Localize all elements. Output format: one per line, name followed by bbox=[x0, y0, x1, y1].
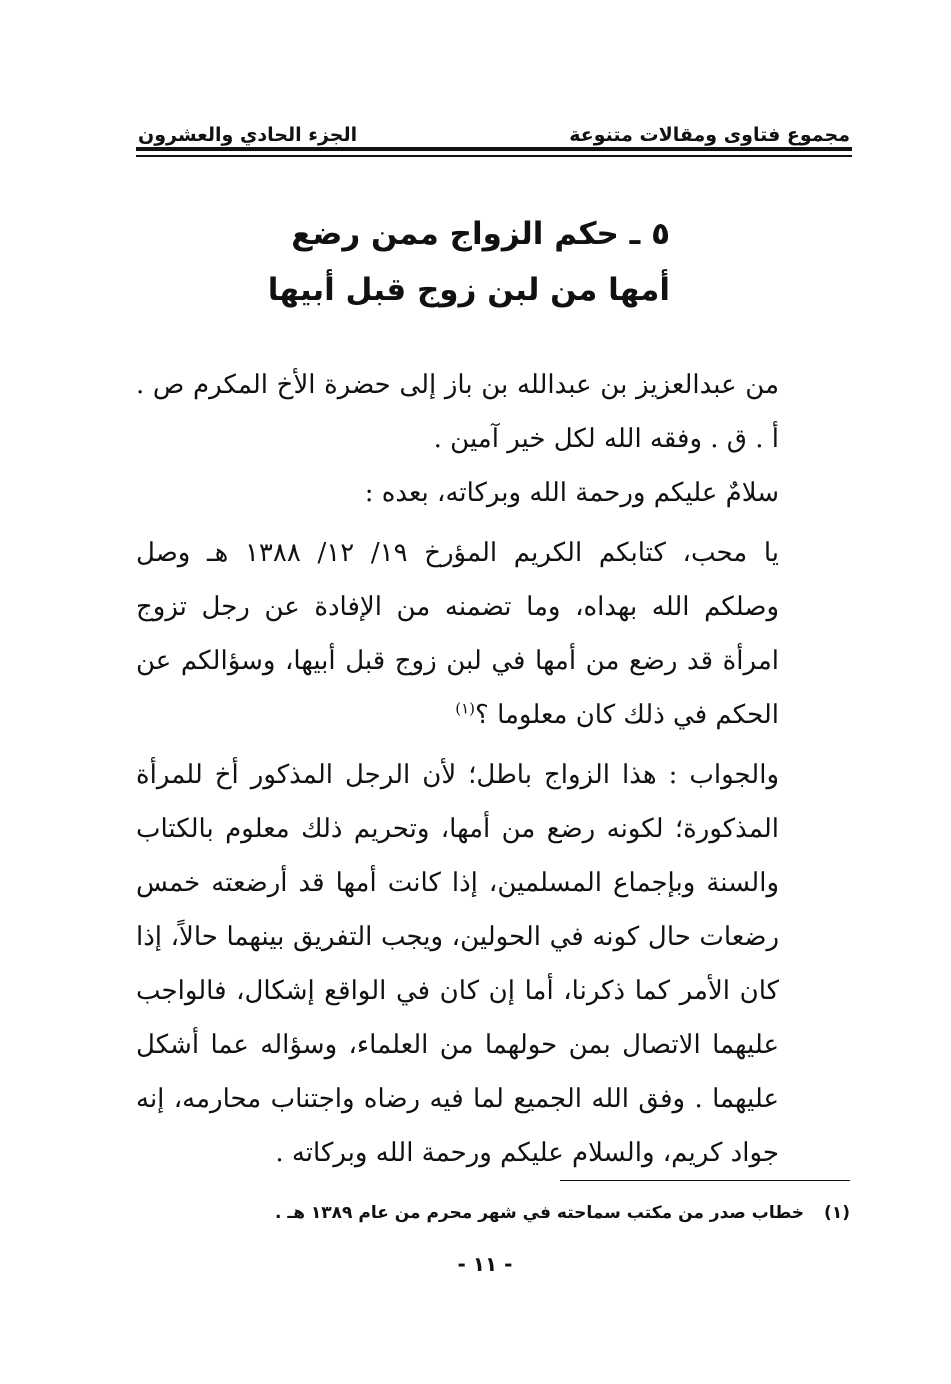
header-rule-thin bbox=[136, 155, 852, 157]
footnote-reference: (١) bbox=[455, 699, 476, 718]
volume-label: الجزء الحادي والعشرون bbox=[138, 124, 358, 146]
footnote-number: (١) bbox=[824, 1203, 850, 1223]
answer-paragraph: والجواب : هذا الزواج باطل؛ لأن الرجل المذكور أخ للمرأة المذكورة؛ لكونه رضع من أمها، وتحريم ذلك معلوم بالكتاب والسنة وبإجماع المسلمين، إذا كانت أمها قد أرضعته خمس رضعات حال كونه في الحولين، ويجب التفريق بينهما حالاً، إذا كان الأمر كما ذكرنا، أما إن كان في الواقع إشكال، فالواجب عليهما الاتصال بمن حولهما من العلماء، وسؤاله عما أشكل عليهما . وفق الله الجميع لما فيه رضاه واجتناب محارمه، إنه جواد كريم، والسلام عليكم ورحمة الله وبركاته . bbox=[136, 760, 779, 1168]
header-rule-thick bbox=[136, 147, 852, 151]
question-text: يا محب، كتابكم الكريم المؤرخ ١٩/ ١٢/ ١٣٨٨ هـ وصل وصلكم الله بهداه، وما تضمنه من الإفادة عن رجل تزوج امرأة قد رضع من أمها في لبن زوج قبل أبيها، وسؤالكم عن الحكم في ذلك كان معلوما ؟ bbox=[136, 538, 779, 730]
footnote bbox=[160, 1198, 850, 1228]
footnote-text: خطاب صدر من مكتب سماحته في شهر محرم من عام ١٣٨٩ هـ . bbox=[275, 1203, 805, 1223]
running-header bbox=[138, 112, 850, 146]
page-number: - ١١ - bbox=[457, 1252, 513, 1276]
question-paragraph bbox=[136, 526, 849, 742]
title-line-2: أمها من لبن زوج قبل أبيها bbox=[267, 272, 670, 308]
greeting-paragraph: سلامٌ عليكم ورحمة الله وبركاته، بعده : bbox=[364, 478, 779, 508]
collection-title: مجموع فتاوى ومقالات متنوعة bbox=[569, 124, 850, 146]
body-text bbox=[136, 358, 849, 1180]
fatwa-title bbox=[200, 206, 670, 318]
title-line-1: ٥ ـ حكم الزواج ممن رضع bbox=[291, 216, 670, 252]
salutation-paragraph: من عبدالعزيز بن عبدالله بن باز إلى حضرة الأخ المكرم ص . أ . ق . وفقه الله لكل خير آمين . bbox=[136, 370, 779, 454]
footnote-rule bbox=[560, 1180, 850, 1181]
